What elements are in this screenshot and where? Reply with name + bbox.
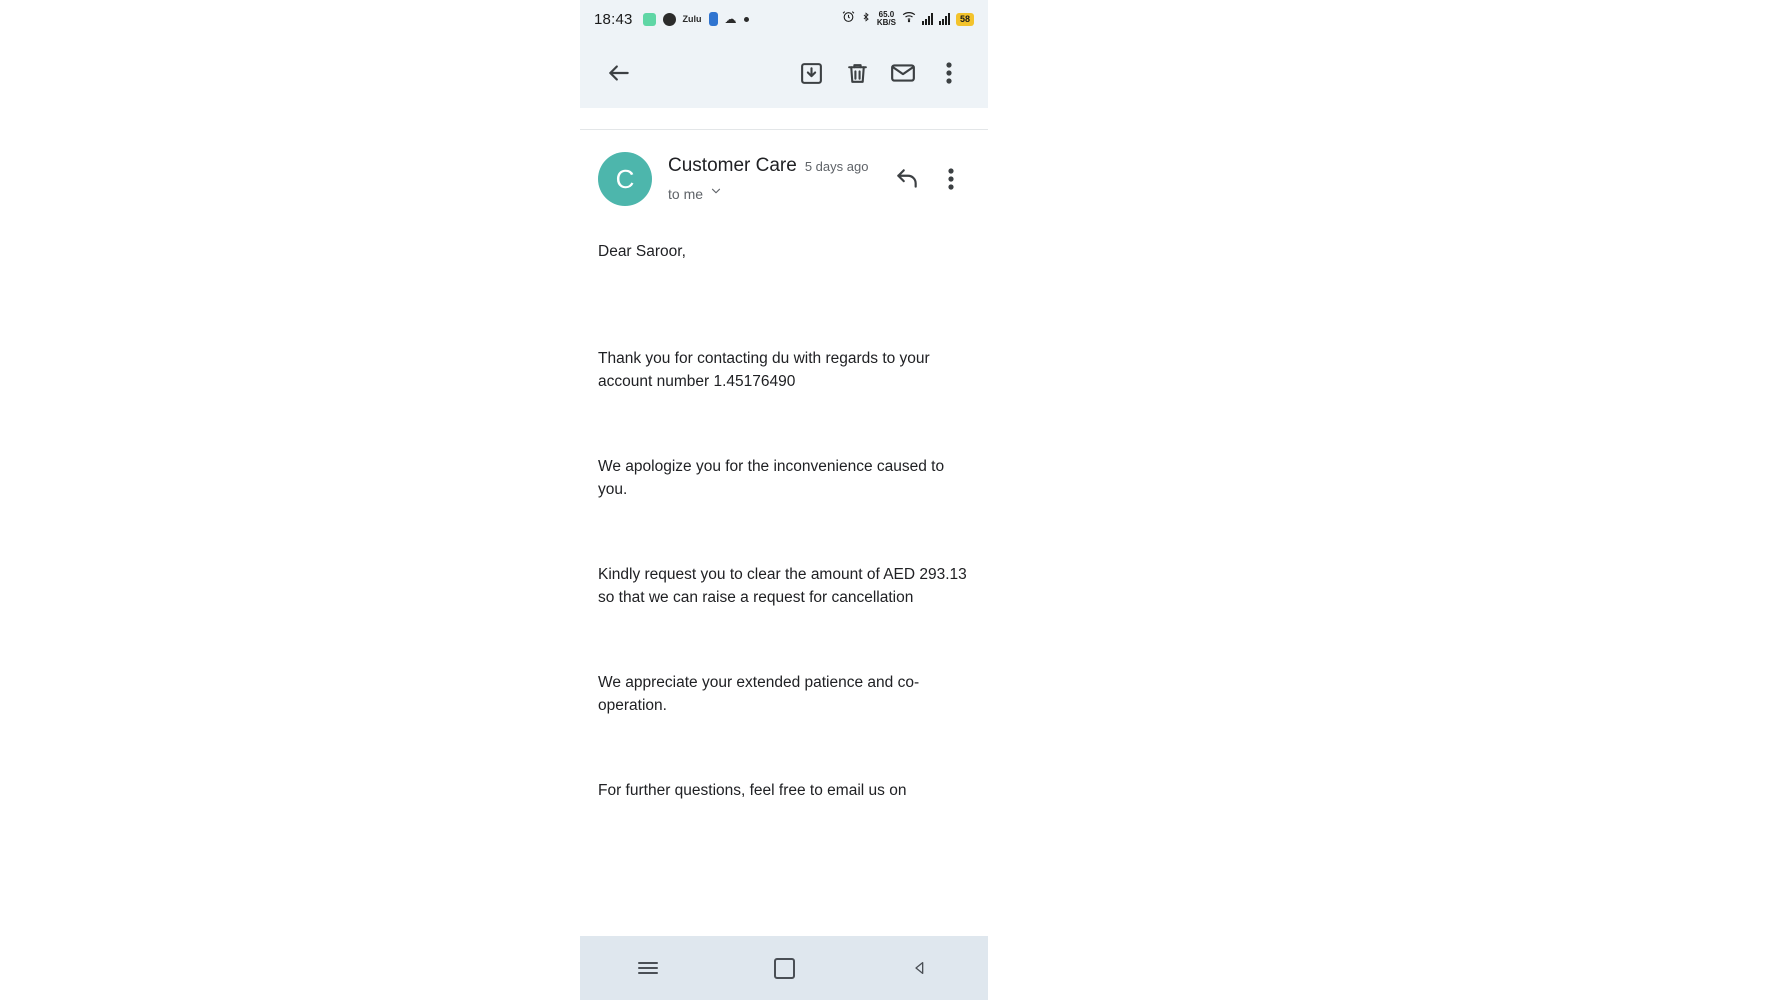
system-navigation-bar [580, 936, 988, 1000]
alarm-icon [842, 10, 855, 28]
home-button[interactable] [754, 936, 814, 1000]
avatar: C [598, 152, 652, 206]
signal-two-icon [939, 13, 950, 25]
message-actions [886, 152, 972, 200]
back-button[interactable] [596, 50, 642, 96]
network-speed-indicator: 65.0 KB/S [876, 10, 896, 27]
chevron-down-icon[interactable] [709, 184, 723, 203]
recipient-label: to me [668, 185, 704, 202]
status-bar [580, 0, 988, 38]
message-content [580, 108, 988, 1000]
message-paragraph: Kindly request you to clear the amount of AED 293.13 so that we can raise a request for cancellation [598, 566, 967, 606]
app-toolbar [580, 38, 988, 108]
reply-icon[interactable] [886, 158, 928, 200]
message-paragraph: Dear Saroor, [598, 243, 686, 260]
system-back-button[interactable] [890, 936, 950, 1000]
sync-icon [663, 13, 676, 26]
status-time: 18:43 [594, 10, 633, 28]
recipient-row[interactable] [668, 184, 886, 203]
battery-icon: 58 [956, 13, 974, 26]
phone-screen [580, 0, 988, 1000]
home-icon [774, 958, 795, 979]
message-timestamp: 5 days ago [804, 159, 869, 174]
message-icon [643, 13, 656, 26]
back-triangle-icon [911, 959, 929, 977]
mark-unread-icon[interactable] [880, 50, 926, 96]
message-paragraph: We appreciate your extended patience and co-operation. [598, 674, 920, 714]
sender-name: Customer Care [668, 155, 797, 176]
status-left-icons [643, 12, 749, 26]
message-more-options-icon[interactable] [930, 158, 972, 200]
sender-block [668, 152, 886, 203]
recents-button[interactable] [618, 936, 678, 1000]
bluetooth-icon [861, 10, 871, 29]
more-options-icon[interactable] [926, 50, 972, 96]
zulu-icon: Zulu [682, 13, 702, 24]
signal-icon [922, 13, 933, 25]
message-body [580, 206, 988, 802]
person-icon [709, 12, 718, 26]
message-paragraph: For further questions, feel free to email us on [598, 782, 907, 799]
message-paragraph: We apologize you for the inconvenience caused to you. [598, 458, 945, 498]
message-paragraph: Thank you for contacting du with regards to your account number 1.45176490 [598, 350, 930, 390]
weather-icon: ☁ [724, 12, 737, 26]
dot-icon [744, 17, 749, 22]
recents-icon [638, 959, 658, 977]
status-right-icons [842, 10, 974, 29]
delete-icon[interactable] [834, 50, 880, 96]
archive-icon[interactable] [788, 50, 834, 96]
message-header [580, 130, 988, 206]
wifi-icon [902, 10, 916, 28]
